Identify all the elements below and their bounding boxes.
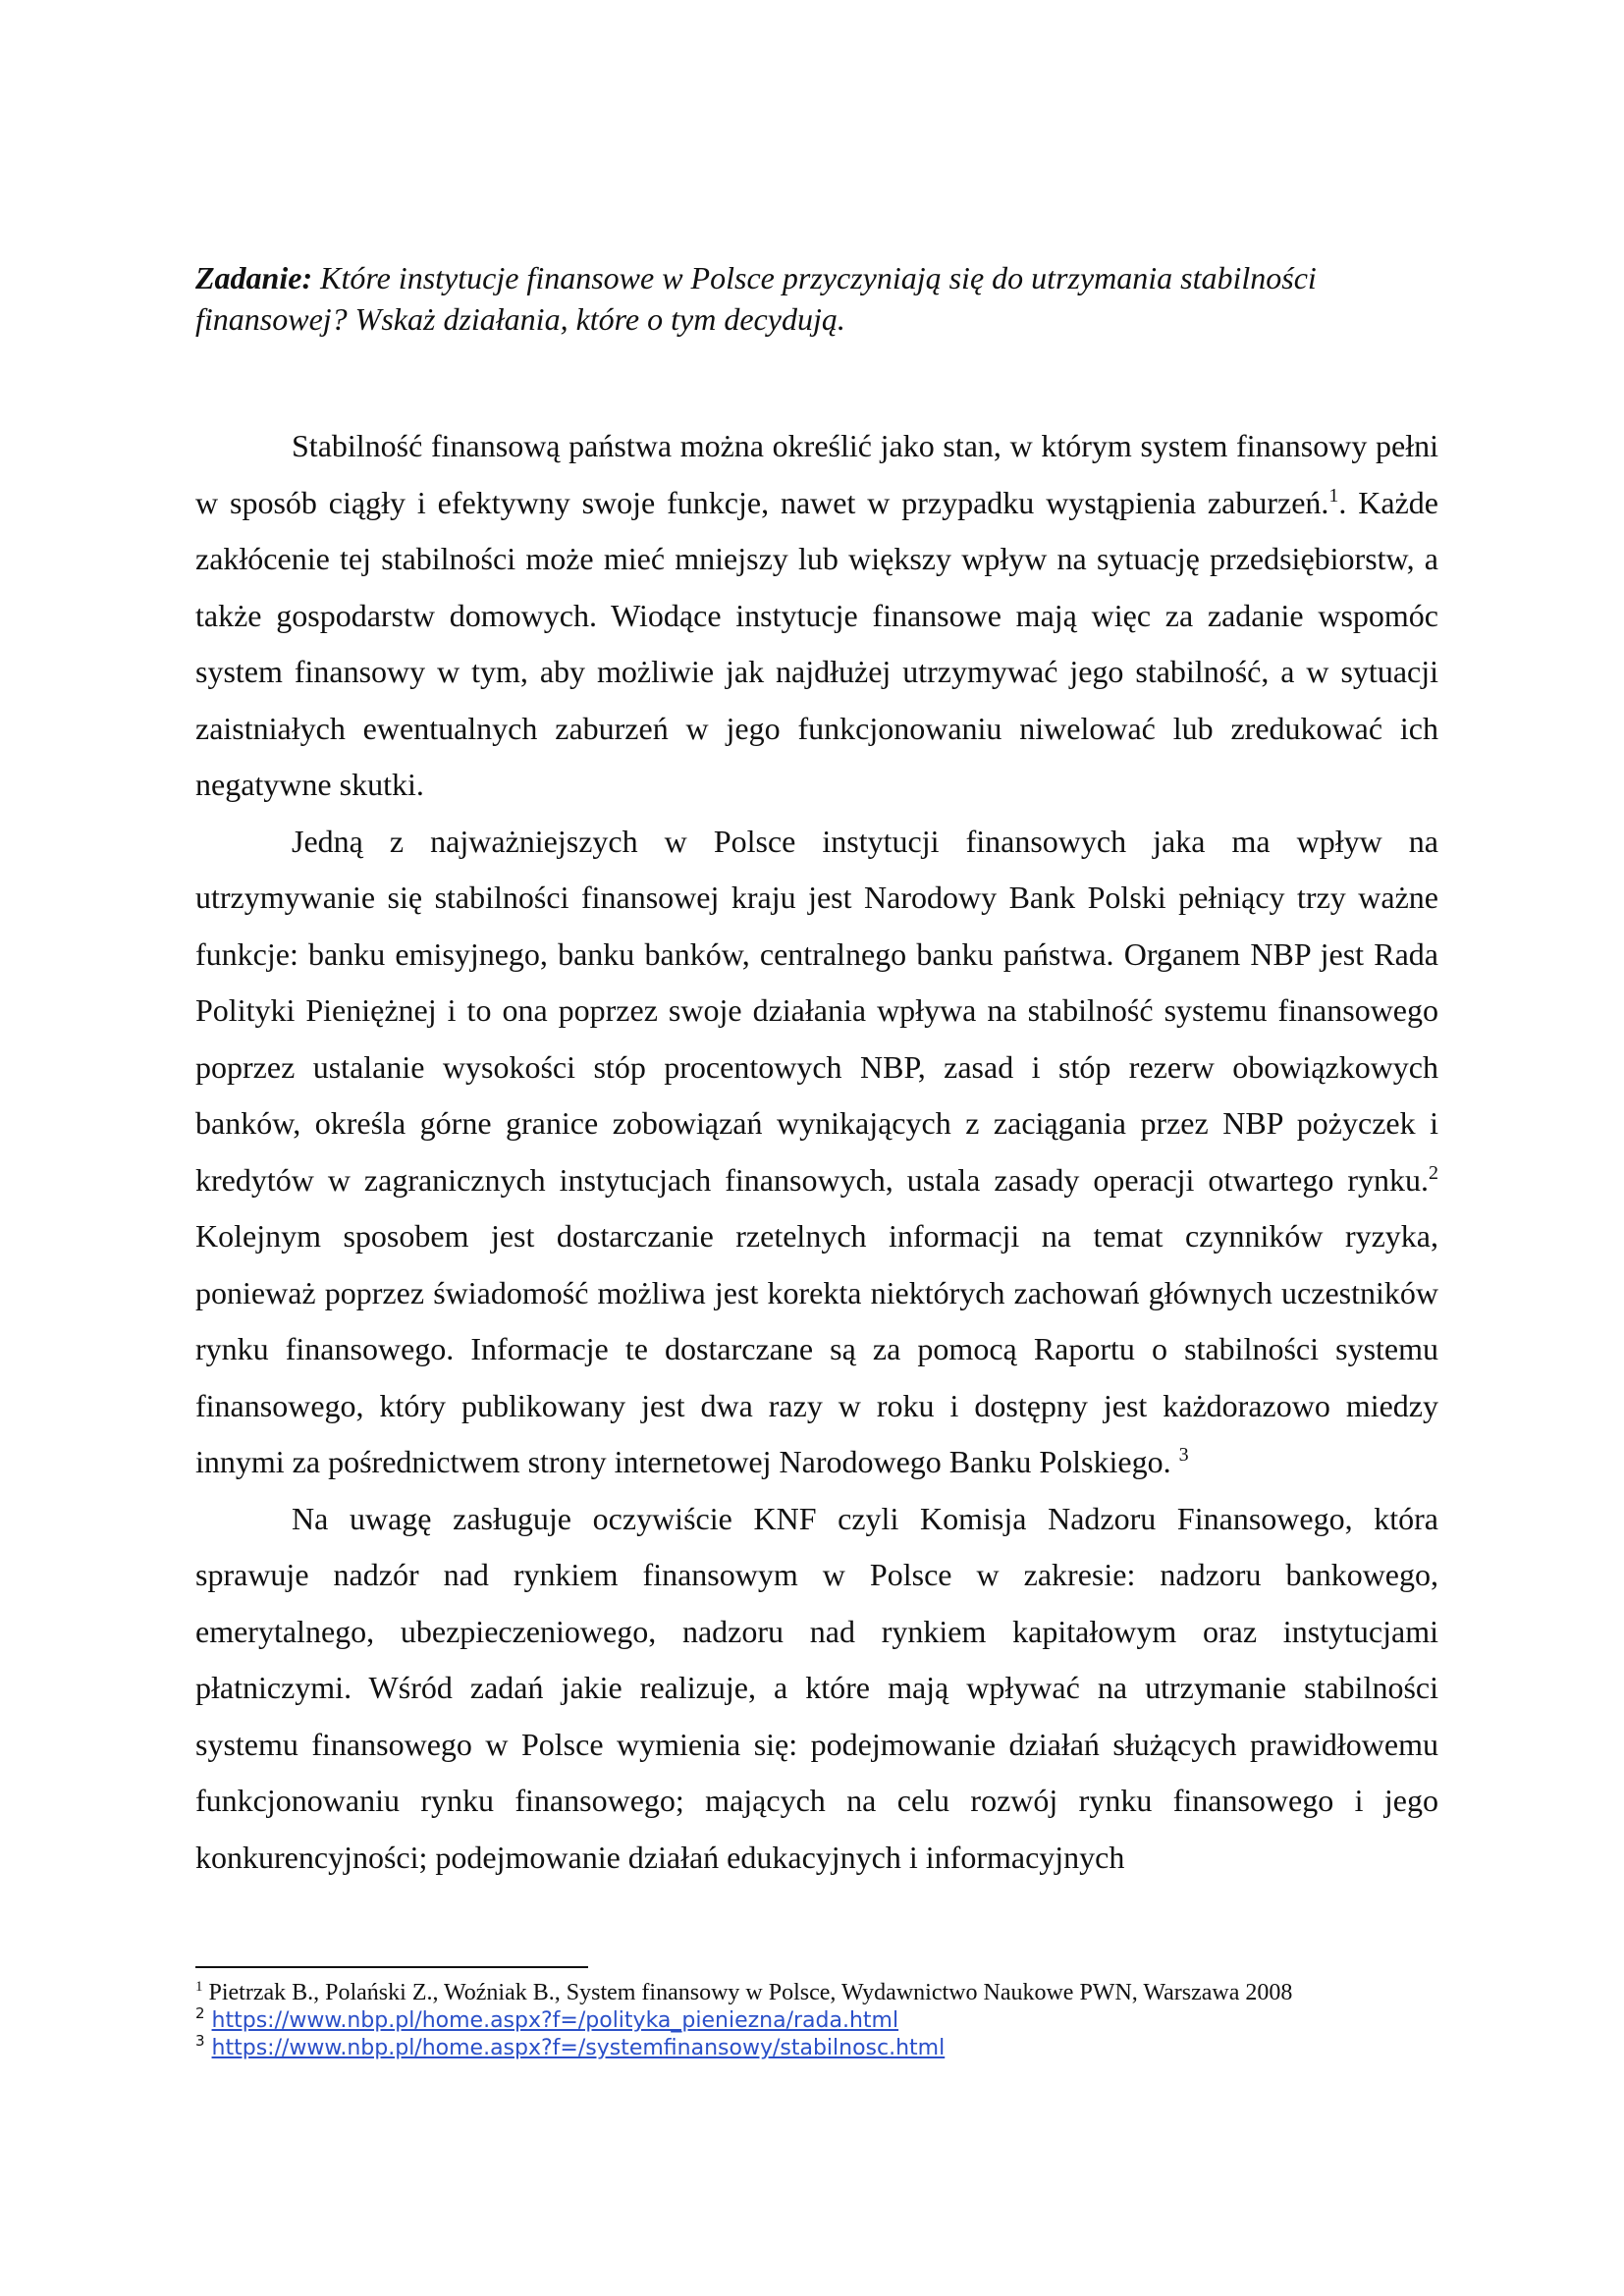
paragraph-text: . Każde zakłócenie tej stabilności może mieć mniejszy lub większy wpływ na sytuację przedsiębiorstw, a także gospodarstw domowych. Wiodące instytucje finansowe mają więc za zadanie wspomóc system finansowy w tym, aby możliwie jak najdłużej utrzymywać jego stabilność, a w sytuacji zaistniałych ewentualnych zaburzeń w jego funkcjonowaniu niwelować lub zredukować ich negatywne skutki. [195, 484, 1439, 802]
footnote-3 [195, 2032, 1438, 2062]
paragraph-text: Na uwagę zasługuje oczywiście KNF czyli Komisja Nadzoru Finansowego, która sprawuje nadzór nad rynkiem finansowym w Polsce w zakresie: nadzoru bankowego, emerytalnego, ubezpieczeniowego, nadzoru nad rynkiem kapitałowym oraz instytucjami płatniczymi. Wśród zadań jakie realizuje, a które mają wpływać na utrzymanie stabilności systemu finansowego w Polsce wymienia się: podejmowanie działań służących prawidłowemu funkcjonowaniu rynku finansowego; mających na celu rozwój rynku finansowego i jego konkurencyjności; podejmowanie działań edukacyjnych i informacyjnych [195, 1500, 1438, 1875]
footnote-separator [195, 1966, 588, 1968]
paragraph-text: Jedną z najważniejszych w Polsce instytucji finansowych jaka ma wpływ na utrzymywanie się stabilności finansowej kraju jest Narodowy Bank Polski pełniący trzy ważne funkcje: banku emisyjnego, banku banków, centralnego banku państwa. Organem NBP jest Rada Polityki Pieniężnej i to ona poprzez swoje działania wpływa na stabilność systemu finansowego poprzez ustalanie wysokości stóp procentowych NBP, zasad i stóp rezerw obowiązkowych banków, określa górne granice zobowiązań wynikających z zaciągania przez NBP pożyczek i kredytów w zagranicznych instytucjach finansowych, ustala zasady operacji otwartego rynku. [195, 823, 1438, 1198]
paragraph-stability-definition [195, 418, 1438, 814]
task-text: Które instytucje finansowe w Polsce przyczyniają się do utrzymania stabilności finansowej? Wskaż działania, które o tym decydują. [195, 260, 1317, 337]
footnote-link[interactable]: https://www.nbp.pl/home.aspx?f=/polityka_pieniezna/rada.html [211, 2008, 899, 2033]
footnote-2 [195, 2004, 1438, 2035]
footnote-number: 1 [195, 1979, 203, 1995]
footnote-link[interactable]: https://www.nbp.pl/home.aspx?f=/systemfinansowy/stabilnosc.html [211, 2036, 946, 2060]
document-body [195, 418, 1438, 1886]
footnote-text: Pietrzak B., Polański Z., Woźniak B., System finansowy w Polsce, Wydawnictwo Naukowe PWN, Warszawa 2008 [208, 1980, 1293, 2005]
footnote-reference[interactable]: 3 [1178, 1444, 1189, 1466]
task-label: Zadanie: [195, 260, 313, 295]
footnote-reference[interactable]: 2 [1429, 1161, 1438, 1184]
footnotes [195, 1979, 1438, 2062]
footnote-1 [195, 1979, 1438, 2007]
task-prompt [195, 257, 1438, 340]
paragraph-text: Kolejnym sposobem jest dostarczanie rzetelnych informacji na temat czynników ryzyka, ponieważ poprzez świadomość możliwa jest korekta niektórych zachowań głównych uczestników rynku finansowego. Informacje te dostarczane są za pomocą Raportu o stabilności systemu finansowego, który publikowany jest dwa razy w roku i dostępny jest każdorazowo miedzy innymi za pośrednictwem strony internetowej Narodowego Banku Polskiego. [195, 1218, 1438, 1479]
footnote-number: 3 [195, 2032, 205, 2050]
footnote-reference[interactable]: 1 [1328, 484, 1339, 507]
paragraph-knf [195, 1491, 1438, 1887]
footnote-number: 2 [195, 2004, 205, 2022]
paragraph-text: Stabilność finansową państwa można określić jako stan, w którym system finansowy pełni w sposób ciągły i efektywny swoje funkcje, nawet w przypadku wystąpienia zaburzeń. [195, 428, 1438, 520]
paragraph-nbp [195, 814, 1438, 1491]
